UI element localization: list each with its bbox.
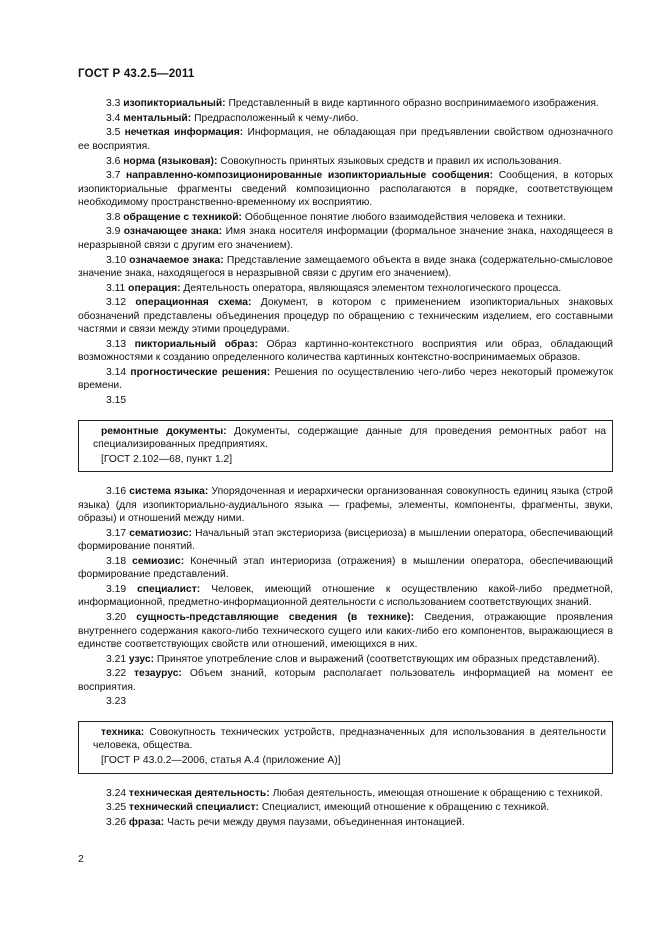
definition-entry	[78, 667, 613, 694]
entry-text: Предрасположенный к чему-либо.	[194, 112, 359, 124]
definition-entry	[78, 555, 613, 582]
definition-entry	[78, 611, 613, 651]
entry-number: 3.3	[106, 98, 121, 109]
entry-term: фраза:	[128, 817, 165, 829]
entry-text: Любая деятельность, имеющая отношение к обращению с техникой.	[272, 787, 603, 799]
entry-term: ментальный:	[123, 112, 192, 124]
definition-entry	[78, 155, 613, 168]
box-definition	[93, 425, 606, 452]
entry-term: операционная схема:	[135, 297, 252, 309]
entry-term: тезаурус:	[134, 668, 182, 680]
entry-number: 3.15	[106, 395, 127, 407]
entry-text: Документ, в котором с применением изопикториальных знаковых обозначений представлены объединения процедур по обращению с техническим изделием, его составными частями и связи между этими процедурами.	[78, 297, 613, 336]
entry-term: прогностические решения:	[130, 366, 271, 378]
definition-entry	[78, 126, 613, 153]
entry-number: 3.20	[106, 612, 127, 624]
entry-number: 3.17	[106, 527, 127, 539]
entry-term: обращение с техникой:	[123, 211, 242, 223]
entry-term: означаемое знака:	[129, 254, 224, 266]
entry-term: сущность-представляющие сведения (в технике):	[136, 612, 415, 624]
entry-number: 3.12	[106, 297, 127, 309]
entry-term: норма (языковая):	[123, 155, 218, 167]
entry-number: 3.24	[106, 787, 127, 799]
entry-number: 3.23	[106, 696, 127, 708]
page-number: 2	[78, 853, 84, 865]
box-text: Совокупность технических устройств, предназначенных для использования в деятельности человека, общества.	[93, 726, 606, 752]
entry-term: сематиозис:	[129, 527, 192, 539]
entry-term: направленно-композиционированные изопикториальные сообщения:	[126, 170, 494, 182]
definition-entry	[78, 653, 613, 666]
reference-box-1	[78, 420, 613, 473]
entry-text: Человек, имеющий отношение к осуществлению какой-либо предметной, информационной, предметно-информационной деятельности с использованием соответствующих знаний.	[78, 584, 613, 609]
entry-number: 3.25	[106, 802, 127, 814]
definition-entry	[78, 112, 613, 125]
entry-text: Упорядоченная и иерархически организованная совокупность единиц языка (строй языка) (для изопикториально-аудиального языка — графемы, элементы, компоненты, фрагменты, звуки, образы) и отношений между ними.	[78, 486, 613, 525]
entry-number: 3.18	[106, 555, 127, 567]
entry-number: 3.14	[106, 366, 127, 378]
entry-number: 3.8	[106, 211, 121, 223]
entry-text: Решения по осуществлению чего-либо через некоторый промежуток времени.	[78, 366, 613, 392]
entry-text: Имя знака носителя информации (формальное значение знака, находящееся в неразрывной связи с другим его значением).	[78, 226, 613, 251]
entry-term: техническая деятельность:	[128, 787, 270, 799]
entry-text: Информация, не обладающая при предъявлении свойством однозначного ее восприятия.	[78, 127, 613, 152]
definitions-block-3	[78, 787, 613, 830]
document-header: ГОСТ Р 43.2.5—2011	[78, 68, 195, 80]
entry-text: Часть речи между двумя паузами, объединенная интонацией.	[167, 817, 465, 829]
box-term: техника:	[101, 726, 145, 738]
document-body	[78, 97, 613, 831]
entry-number: 3.21	[106, 653, 127, 665]
entry-number: 3.7	[106, 170, 121, 182]
entry-text: Обобщенное понятие любого взаимодействия человека и техники.	[244, 211, 566, 223]
entry-number: 3.6	[106, 155, 121, 167]
entry-term: узус:	[128, 653, 155, 665]
entry-text: Принятое употребление слов и выражений (соответствующих им образных представлений).	[156, 653, 600, 665]
entry-number: 3.26	[106, 817, 127, 829]
entry-text: Представление замещаемого объекта в виде знака (содержательно-смысловое значение знака, находящегося в неразрывной связи с другим его значением).	[78, 254, 613, 279]
definition-entry	[78, 527, 613, 554]
entry-text: Конечный этап интериориза (отражения) в мышлении оператора, обеспечивающий формирование представлений.	[78, 555, 613, 581]
entry-number: 3.11	[106, 282, 126, 294]
definition-entry	[78, 583, 613, 610]
reference-box-2	[78, 721, 613, 774]
definition-entry	[78, 366, 613, 393]
definition-entry	[78, 97, 613, 110]
definitions-block-2	[78, 485, 613, 694]
entry-term: изопикториальный:	[123, 98, 226, 109]
definition-entry	[78, 254, 613, 281]
entry-term: семиозис:	[132, 555, 185, 567]
entry-number: 3.9	[106, 226, 121, 238]
entry-text: Начальный этап экстериориза (висцериоза) в мышлении оператора, обеспечивающий формирование понятий.	[78, 527, 613, 553]
definition-entry	[78, 225, 613, 252]
definition-entry	[78, 816, 613, 829]
box-reference: [ГОСТ Р 43.0.2—2006, статья А.4 (приложение А)]	[101, 755, 341, 766]
entry-number: 3.22	[106, 668, 127, 680]
entry-number: 3.4	[106, 112, 121, 124]
box-definition	[93, 726, 606, 753]
definition-entry	[78, 296, 613, 336]
box-text: Документы, содержащие данные для проведения ремонтных работ на специализированных предприятиях.	[93, 425, 606, 450]
entry-number: 3.19	[106, 584, 127, 596]
definition-entry	[78, 211, 613, 224]
entry-text: Объем знаний, которым располагает пользователь информацией на момент ее восприятия.	[78, 668, 613, 693]
entry-number: 3.13	[106, 338, 127, 350]
entry-number: 3.10	[106, 254, 127, 266]
box-reference: [ГОСТ 2.102—68, пункт 1.2]	[101, 453, 233, 465]
entry-term: операция:	[128, 282, 181, 294]
entry-term: система языка:	[129, 486, 209, 498]
entry-number: 3.5	[106, 127, 121, 139]
box-term: ремонтные документы:	[101, 425, 227, 437]
entry-term: технический специалист:	[128, 802, 259, 814]
entry-text: Образ картинно-контекстного восприятия или образ, обладающий возможностями к созданию определенного количества картинных контекстно-воспринимаемых образов.	[78, 338, 613, 364]
definition-entry	[78, 485, 613, 525]
entry-term: нечеткая информация:	[124, 127, 244, 139]
entry-term: пикториальный образ:	[134, 338, 258, 350]
entry-text: Деятельность оператора, являющаяся элементом технологического процесса.	[183, 282, 562, 294]
entry-text: Сведения, отражающие проявления внутреннего содержания какого-либо технического сущего или каких-либо его компонентов, выражающиеся в единстве соответствующих свойств или отношений, имеющихся в них.	[78, 612, 613, 650]
definitions-block-1	[78, 97, 613, 393]
entry-term: означающее знака:	[123, 226, 223, 238]
entry-term: специалист:	[137, 584, 201, 596]
entry-number: 3.16	[106, 486, 127, 498]
definition-entry	[78, 787, 613, 800]
definition-entry	[78, 338, 613, 365]
entry-text: Совокупность принятых языковых средств и правил их использования.	[220, 155, 562, 167]
entry-text: Представленный в виде картинного образно воспринимаемого изображения.	[228, 98, 599, 109]
entry-text: Специалист, имеющий отношение к обращению с техникой.	[261, 802, 550, 814]
definition-entry	[78, 169, 613, 209]
definition-entry	[78, 801, 613, 814]
definition-entry	[78, 282, 613, 295]
entry-text: Сообщения, в которых изопикториальные фрагменты сведений композиционно располагаются в порядке, соответствующем необходимому пространственно-временному их восприятию.	[78, 170, 613, 209]
